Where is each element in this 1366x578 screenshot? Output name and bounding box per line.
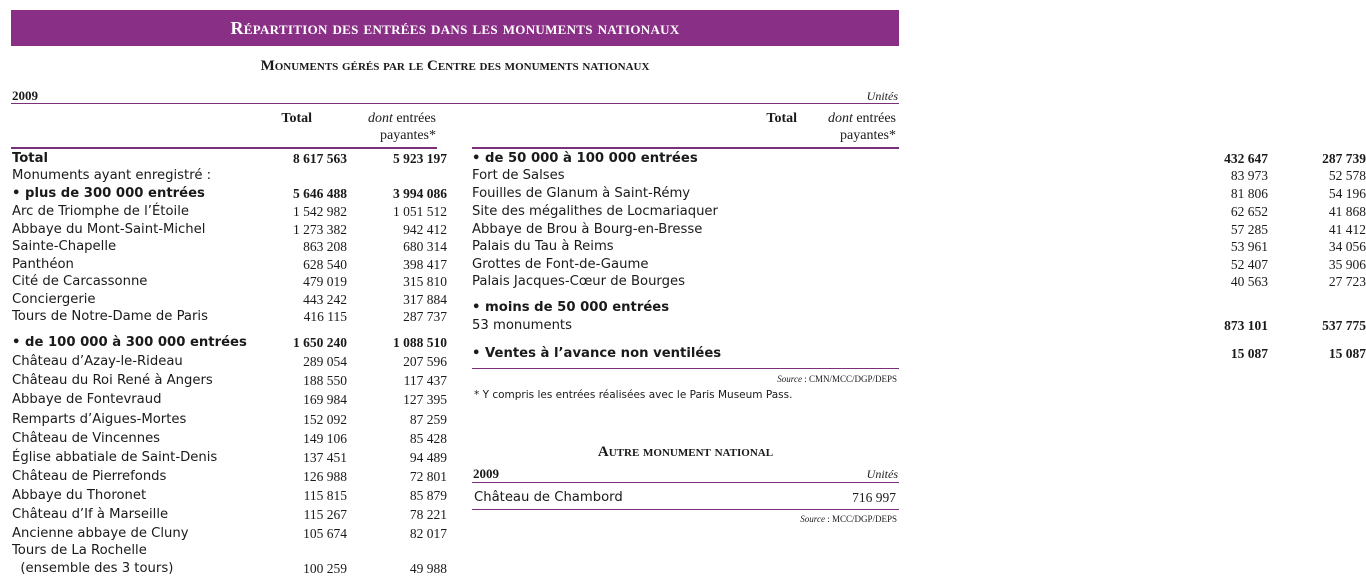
dont-rest: entrées	[392, 111, 436, 126]
table-row	[472, 298, 898, 317]
row-label: Tours de Notre-Dame de Paris	[12, 309, 208, 324]
row-label: Site des mégalithes de Locmariaquer	[472, 204, 718, 219]
units-label: Unités	[866, 89, 898, 103]
row-total: 100 259	[303, 561, 347, 576]
right-bottom-rule	[472, 368, 899, 369]
table-row	[12, 505, 447, 524]
row-total: 40 563	[1230, 274, 1268, 289]
table-row	[12, 448, 447, 467]
section2-row-value: 716 997	[852, 490, 896, 505]
row-label: 53 monuments	[472, 318, 572, 333]
table-row	[12, 486, 447, 505]
table-row	[12, 272, 447, 291]
row-total: 443 242	[303, 292, 347, 307]
payantes-label-r: payantes*	[840, 128, 896, 143]
row-payantes: 1 088 510	[393, 335, 447, 350]
row-label: Château d’If à Marseille	[12, 507, 169, 522]
left-col-total-header: Total	[281, 111, 312, 126]
row-label: Abbaye de Fontevraud	[12, 392, 162, 407]
row-payantes: 52 578	[1328, 168, 1366, 183]
dont-italic: dont	[367, 111, 393, 126]
source-note-1	[700, 374, 897, 384]
row-total: 53 961	[1230, 239, 1268, 254]
table-row	[12, 541, 437, 560]
row-payantes: 82 017	[409, 526, 447, 541]
row-total: 149 106	[303, 431, 347, 446]
year-label: 2009	[12, 88, 38, 103]
payantes-label: payantes*	[380, 128, 436, 143]
row-total: 15 087	[1230, 346, 1268, 361]
row-total: 1 273 382	[293, 222, 347, 237]
row-total: 289 054	[303, 354, 347, 369]
row-total: 52 407	[1230, 257, 1268, 272]
row-label: Sainte-Chapelle	[12, 239, 117, 254]
row-total: 126 988	[303, 469, 347, 484]
row-total: 628 540	[303, 257, 347, 272]
row-payantes: 87 259	[409, 412, 447, 427]
table-row	[472, 316, 1366, 335]
row-label: Conciergerie	[12, 292, 96, 307]
table-row	[12, 429, 447, 448]
table-row	[12, 202, 447, 221]
table-row	[472, 184, 1366, 203]
source1-rest: : CMN/MCC/DGP/DEPS	[801, 374, 897, 384]
banner-title: Répartition des entrées dans les monuments nationaux	[11, 10, 899, 46]
section2-row-label: Château de Chambord	[474, 490, 623, 505]
right-col-total-header: Total	[766, 111, 797, 126]
row-payantes: 207 596	[403, 354, 447, 369]
row-total: 152 092	[303, 412, 347, 427]
row-label: Château d’Azay-le-Rideau	[12, 354, 183, 369]
table-row	[472, 202, 1366, 221]
row-label: Fouilles de Glanum à Saint-Rémy	[472, 186, 691, 201]
row-payantes: 35 906	[1328, 257, 1366, 272]
row-label: Église abbatiale de Saint-Denis	[12, 450, 218, 465]
row-payantes: 54 196	[1328, 186, 1366, 201]
row-label: Panthéon	[12, 257, 74, 272]
row-total: 62 652	[1230, 204, 1268, 219]
row-total: 873 101	[1224, 318, 1268, 333]
dont-rest-r: entrées	[852, 111, 896, 126]
row-label: Monuments ayant enregistré :	[12, 168, 212, 183]
row-label: Château de Vincennes	[12, 431, 161, 446]
row-label: • moins de 50 000 entrées	[472, 300, 670, 315]
row-label: • Ventes à l’avance non ventilées	[472, 346, 722, 361]
row-payantes: 537 775	[1322, 318, 1366, 333]
table-row	[12, 307, 447, 326]
row-label: Total	[12, 151, 49, 166]
row-payantes: 34 056	[1328, 239, 1366, 254]
row-total: 8 617 563	[293, 151, 347, 166]
table-row	[472, 237, 1366, 256]
source2-italic: Source	[800, 514, 825, 524]
table-row	[12, 184, 447, 203]
table-row	[472, 166, 1366, 185]
row-total: 1 542 982	[293, 204, 347, 219]
table-row	[12, 237, 447, 256]
row-total: 81 806	[1230, 186, 1268, 201]
section2-rule-top	[472, 482, 899, 483]
row-total: 863 208	[303, 239, 347, 254]
row-label: Abbaye du Mont-Saint-Michel	[12, 222, 206, 237]
row-payantes: 287 739	[1322, 151, 1366, 166]
row-payantes: 942 412	[403, 222, 447, 237]
table-row	[12, 333, 447, 352]
row-total: 169 984	[303, 392, 347, 407]
table-row	[12, 166, 437, 185]
table-row	[12, 371, 447, 390]
row-label: Remparts d’Aigues-Mortes	[12, 412, 187, 427]
row-label: Château du Roi René à Angers	[12, 373, 213, 388]
table-row	[12, 390, 447, 409]
row-total: 5 646 488	[293, 186, 347, 201]
table-row	[12, 467, 447, 486]
row-payantes: 94 489	[409, 450, 447, 465]
row-payantes: 41 868	[1328, 204, 1366, 219]
row-label: Tours de La Rochelle	[12, 543, 147, 558]
row-payantes: 5 923 197	[393, 151, 447, 166]
row-total: 83 973	[1230, 168, 1268, 183]
row-payantes: 85 879	[409, 488, 447, 503]
row-label: Ancienne abbaye de Cluny	[12, 526, 189, 541]
row-payantes: 72 801	[409, 469, 447, 484]
row-payantes: 287 737	[403, 309, 447, 324]
row-label: Palais du Tau à Reims	[472, 239, 614, 254]
row-label: Fort de Salses	[472, 168, 565, 183]
table-row	[472, 272, 1366, 291]
row-payantes: 117 437	[403, 373, 447, 388]
dont-italic-r: dont	[827, 111, 853, 126]
row-total: 432 647	[1224, 151, 1268, 166]
row-total: 1 650 240	[293, 335, 347, 350]
row-total: 115 815	[303, 488, 347, 503]
row-label: Château de Pierrefonds	[12, 469, 167, 484]
source1-italic: Source	[777, 374, 802, 384]
row-total: 188 550	[303, 373, 347, 388]
row-payantes: 317 884	[403, 292, 447, 307]
row-payantes: 3 994 086	[393, 186, 447, 201]
row-payantes: 398 417	[403, 257, 447, 272]
divider-top	[11, 103, 899, 104]
section2-title: Autre monument national	[597, 444, 774, 460]
row-total: 105 674	[303, 526, 347, 541]
row-total: 137 451	[303, 450, 347, 465]
left-col-payantes-header	[330, 110, 436, 144]
row-payantes: 315 810	[403, 274, 447, 289]
row-payantes: 680 314	[403, 239, 447, 254]
row-payantes: 78 221	[409, 507, 447, 522]
table-row	[12, 559, 447, 578]
source2-rest: : MCC/DGP/DEPS	[824, 514, 897, 524]
section2-rule-bottom	[472, 509, 899, 510]
row-payantes: 1 051 512	[393, 204, 447, 219]
row-total: 115 267	[303, 507, 347, 522]
row-label: Abbaye de Brou à Bourg-en-Bresse	[472, 222, 703, 237]
row-total: 57 285	[1230, 222, 1268, 237]
row-label: Grottes de Font-de-Gaume	[472, 257, 649, 272]
row-payantes: 27 723	[1328, 274, 1366, 289]
subtitle: Monuments gérés par le Centre des monuments nationaux	[260, 58, 650, 74]
row-payantes: 41 412	[1328, 222, 1366, 237]
table-row	[472, 344, 1366, 363]
right-col-payantes-header	[793, 110, 896, 144]
table-row	[12, 410, 447, 429]
section2-units: Unités	[866, 467, 898, 481]
row-total: 479 019	[303, 274, 347, 289]
row-total: 416 115	[303, 309, 347, 324]
footnote: * Y compris les entrées réalisées avec le Paris Museum Pass.	[474, 389, 793, 401]
row-payantes: 49 988	[409, 561, 447, 576]
row-label: • de 50 000 à 100 000 entrées	[472, 151, 698, 166]
row-payantes: 85 428	[409, 431, 447, 446]
row-label: (ensemble des 3 tours)	[12, 561, 174, 576]
table-row	[12, 352, 447, 371]
row-label: • de 100 000 à 300 000 entrées	[12, 335, 247, 350]
section2-row	[474, 488, 898, 507]
row-payantes: 127 395	[403, 392, 447, 407]
row-label: Palais Jacques-Cœur de Bourges	[472, 274, 685, 289]
row-label: • plus de 300 000 entrées	[12, 186, 205, 201]
row-label: Cité de Carcassonne	[12, 274, 148, 289]
section2-year: 2009	[473, 466, 499, 481]
row-payantes: 15 087	[1328, 346, 1366, 361]
row-label: Abbaye du Thoronet	[12, 488, 147, 503]
source-note-2	[700, 514, 897, 524]
row-label: Arc de Triomphe de l’Étoile	[12, 204, 189, 219]
